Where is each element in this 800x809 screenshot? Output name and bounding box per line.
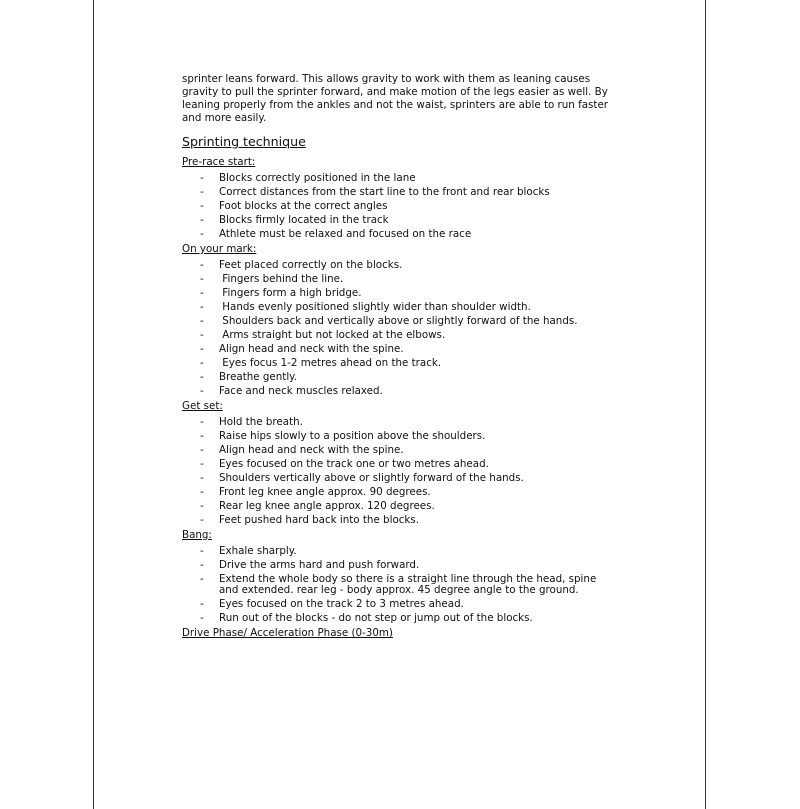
list-item-text: Shoulders vertically above or slightly forward of the hands. (219, 472, 524, 484)
sections-container (182, 156, 612, 640)
dash-bullet: - (200, 500, 204, 512)
list-item (182, 274, 612, 285)
list-item-text: Hands evenly positioned slightly wider than shoulder width. (219, 301, 531, 313)
dash-bullet: - (200, 514, 204, 526)
list-item (182, 599, 612, 610)
list-item (182, 445, 612, 456)
subsection-title: Bang: (182, 529, 212, 541)
list-item-text: Rear leg knee angle approx. 120 degrees. (219, 500, 435, 512)
list-item-text: Run out of the blocks - do not step or jump out of the blocks. (219, 612, 533, 624)
list-item (182, 515, 612, 526)
dash-bullet: - (200, 545, 204, 557)
list-item-text: Shoulders back and vertically above or slightly forward of the hands. (219, 315, 578, 327)
subsection-title: Get set: (182, 400, 223, 412)
list-item-text: Align head and neck with the spine. (219, 444, 404, 456)
dash-bullet: - (200, 573, 204, 585)
dash-bullet: - (200, 416, 204, 428)
list-item-text: Hold the breath. (219, 416, 303, 428)
list-item-text: Front leg knee angle approx. 90 degrees. (219, 486, 431, 498)
document-page (93, 0, 706, 809)
bullet-list (182, 417, 612, 526)
list-item (182, 358, 612, 369)
dash-bullet: - (200, 612, 204, 624)
list-item-text: Drive the arms hard and push forward. (219, 559, 420, 571)
dash-bullet: - (200, 273, 204, 285)
list-item-text: Face and neck muscles relaxed. (219, 385, 383, 397)
bullet-list (182, 260, 612, 397)
list-item (182, 330, 612, 341)
list-item (182, 546, 612, 557)
dash-bullet: - (200, 472, 204, 484)
dash-bullet: - (200, 287, 204, 299)
dash-bullet: - (200, 329, 204, 341)
subsection-title: On your mark: (182, 243, 257, 255)
list-item-text: Athlete must be relaxed and focused on the race (219, 228, 472, 240)
list-item (182, 288, 612, 299)
dash-bullet: - (200, 343, 204, 355)
dash-bullet: - (200, 228, 204, 240)
subsection-title: Drive Phase/ Acceleration Phase (0-30m) (182, 627, 393, 639)
list-item (182, 501, 612, 512)
list-item-text: Blocks correctly positioned in the lane (219, 172, 416, 184)
section-heading: Sprinting technique (182, 134, 306, 149)
list-item-text: Arms straight but not locked at the elbows. (219, 329, 446, 341)
list-item (182, 431, 612, 442)
list-item (182, 417, 612, 428)
dash-bullet: - (200, 214, 204, 226)
list-item (182, 560, 612, 571)
dash-bullet: - (200, 259, 204, 271)
list-item (182, 487, 612, 498)
dash-bullet: - (200, 315, 204, 327)
list-item (182, 386, 612, 397)
dash-bullet: - (200, 385, 204, 397)
list-item-text: Align head and neck with the spine. (219, 343, 404, 355)
list-item (182, 372, 612, 383)
list-item-text: Correct distances from the start line to the front and rear blocks (219, 186, 550, 198)
list-item-text: Fingers form a high bridge. (219, 287, 362, 299)
list-item (182, 473, 612, 484)
list-item (182, 215, 612, 226)
list-item (182, 316, 612, 327)
list-item-text: Eyes focused on the track one or two metres ahead. (219, 458, 489, 470)
list-item (182, 201, 612, 212)
dash-bullet: - (200, 598, 204, 610)
intro-paragraph: sprinter leans forward. This allows gravity to work with them as leaning causes gravity to pull the sprinter forward, and make motion of the legs easier as well. By leaning properly from the ankles and not the waist, sprinters are able to run faster and more easily. (182, 73, 609, 124)
dash-bullet: - (200, 430, 204, 442)
list-item-text: Feet placed correctly on the blocks. (219, 259, 403, 271)
list-item-text: Extend the whole body so there is a straight line through the head, spine and extended. rear leg - body approx. 45 degree angle to the ground. (219, 573, 600, 596)
list-item (182, 173, 612, 184)
list-item-text: Feet pushed hard back into the blocks. (219, 514, 420, 526)
list-item (182, 187, 612, 198)
list-item (182, 613, 612, 624)
list-item (182, 574, 612, 596)
dash-bullet: - (200, 186, 204, 198)
list-item-text: Fingers behind the line. (219, 273, 344, 285)
dash-bullet: - (200, 200, 204, 212)
dash-bullet: - (200, 357, 204, 369)
bullet-list (182, 546, 612, 624)
list-item-text: Eyes focused on the track 2 to 3 metres ahead. (219, 598, 464, 610)
list-item-text: Breathe gently. (219, 371, 298, 383)
bullet-list (182, 173, 612, 240)
list-item-text: Raise hips slowly to a position above the shoulders. (219, 430, 486, 442)
dash-bullet: - (200, 559, 204, 571)
page-content (182, 73, 612, 640)
list-item-text: Foot blocks at the correct angles (219, 200, 388, 212)
dash-bullet: - (200, 486, 204, 498)
list-item (182, 260, 612, 271)
list-item (182, 344, 612, 355)
list-item (182, 229, 612, 240)
list-item-text: Eyes focus 1-2 metres ahead on the track. (219, 357, 442, 369)
list-item (182, 302, 612, 313)
dash-bullet: - (200, 371, 204, 383)
dash-bullet: - (200, 458, 204, 470)
dash-bullet: - (200, 172, 204, 184)
subsection-title: Pre-race start: (182, 156, 256, 168)
list-item-text: Blocks firmly located in the track (219, 214, 389, 226)
dash-bullet: - (200, 444, 204, 456)
dash-bullet: - (200, 301, 204, 313)
list-item-text: Exhale sharply. (219, 545, 297, 557)
list-item (182, 459, 612, 470)
